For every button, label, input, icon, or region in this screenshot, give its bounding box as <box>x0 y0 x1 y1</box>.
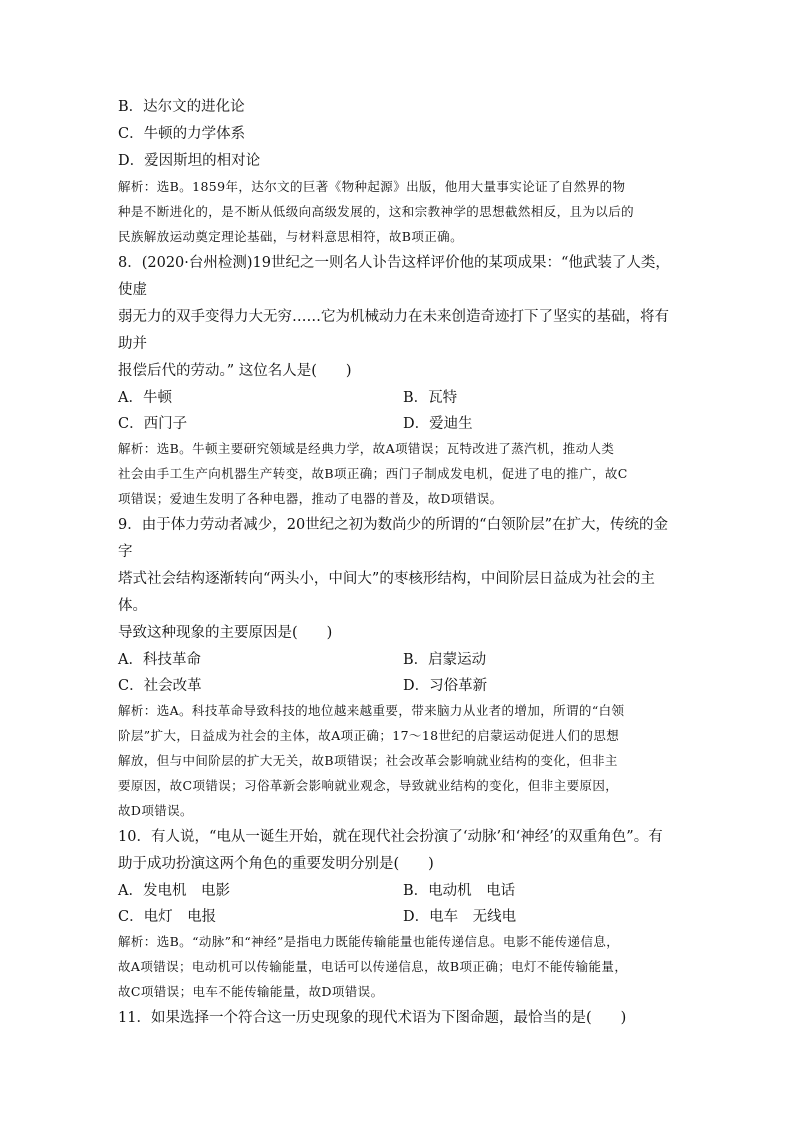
question-10-stem: 10．有人说，“电从一诞生开始，就在现代社会扮演了‘动脉’和‘神经’的双重角色”。有 <box>118 829 663 845</box>
explanation-line: 故A项错误；电动机可以传输能量，电话可以传递信息，故B项正确；电灯不能传输能量， <box>118 959 628 974</box>
explanation-line: 民族解放运动奠定理论基础，与材料意思相符，故B项正确。 <box>118 229 463 244</box>
question-8-options-row <box>118 411 678 437</box>
option-c: C．社会改革 <box>118 678 202 694</box>
explanation-line: 解析：选B。牛顿主要研究领域是经典力学，故A项错误；瓦特改进了蒸汽机，推动人类 <box>118 441 615 456</box>
option-c: C．牛顿的力学体系 <box>118 126 246 142</box>
question-9-stem: 9．由于体力劳动者减少，20世纪之初为数尚少的所谓的“白领阶层”在扩大，传统的金字 <box>118 517 668 560</box>
option-b: B．瓦特 <box>403 390 458 406</box>
explanation-line: 要原因，故C项错误；习俗革新会影响就业观念，导致就业结构的变化，但非主要原因， <box>118 778 619 793</box>
explanation-line: 解放，但与中间阶层的扩大无关，故B项错误；社会改革会影响就业结构的变化，但非主 <box>118 753 618 768</box>
question-9-stem: 塔式社会结构逐渐转向“两头小，中间大”的枣核形结构，中间阶层日益成为社会的主体。 <box>118 571 655 614</box>
option-d: D．爱迪生 <box>403 416 473 432</box>
question-9-options-row <box>118 647 678 673</box>
option-a: A．牛顿 <box>118 390 172 406</box>
question-8-stem: 报偿后代的劳动。” 这位名人是( ) <box>118 363 352 379</box>
explanation-line: 解析：选A。科技革命导致科技的地位越来越重要，带来脑力从业者的增加，所谓的“白领 <box>118 703 625 718</box>
explanation-line: 故C项错误；电车不能传输能量，故D项错误。 <box>118 984 384 999</box>
explanation-line: 解析：选B。1859年，达尔文的巨著《物种起源》出版，他用大量事实论证了自然界的物 <box>118 179 626 194</box>
question-10-options-row <box>118 904 678 930</box>
question-8-options-row <box>118 385 678 411</box>
explanation-line: 社会由手工生产向机器生产转变，故B项正确；西门子制成发电机，促进了电的推广，故C <box>118 466 628 481</box>
explanation-line: 项错误；爱迪生发明了各种电器，推动了电器的普及，故D项错误。 <box>118 491 503 506</box>
option-a: A．科技革命 <box>118 652 201 668</box>
question-9-stem: 导致这种现象的主要原因是( ) <box>118 625 333 641</box>
option-b: B．电动机 电话 <box>403 883 516 899</box>
option-c: C．西门子 <box>118 416 188 432</box>
question-9-options-row <box>118 673 678 699</box>
option-b: B．达尔文的进化论 <box>118 99 245 115</box>
option-c: C．电灯 电报 <box>118 909 217 925</box>
option-d: D．电车 无线电 <box>403 909 517 925</box>
explanation-line: 种是不断进化的，是不断从低级向高级发展的，这和宗教神学的思想截然相反，且为以后的 <box>118 204 635 219</box>
explanation-line: 解析：选B。“动脉”和“神经”是指电力既能传输能量也能传递信息。电影不能传递信息， <box>118 934 620 949</box>
option-a: A．发电机 电影 <box>118 883 230 899</box>
question-10-stem: 助于成功扮演这两个角色的重要发明分别是( ) <box>118 856 434 872</box>
option-b: B．启蒙运动 <box>403 652 487 668</box>
option-d: D．习俗革新 <box>403 678 488 694</box>
question-10-options-row <box>118 878 678 904</box>
question-8-stem: 弱无力的双手变得力大无穷……它为机械动力在未来创造奇迹打下了坚实的基础，将有助并 <box>118 309 669 352</box>
question-11-stem: 11．如果选择一个符合这一历史现象的现代术语为下图命题，最恰当的是( ) <box>118 1010 627 1026</box>
explanation-line: 故D项错误。 <box>118 803 193 818</box>
question-8-stem: 8．(2020·台州检测)19世纪之一则名人讣告这样评价他的某项成果：“他武装了人类，使虚 <box>118 255 670 298</box>
page-content <box>118 94 678 1032</box>
explanation-line: 阶层”扩大，日益成为社会的主体，故A项正确；17～18世纪的启蒙运动促进人们的思想 <box>118 728 620 743</box>
option-d: D．爱因斯坦的相对论 <box>118 153 261 169</box>
